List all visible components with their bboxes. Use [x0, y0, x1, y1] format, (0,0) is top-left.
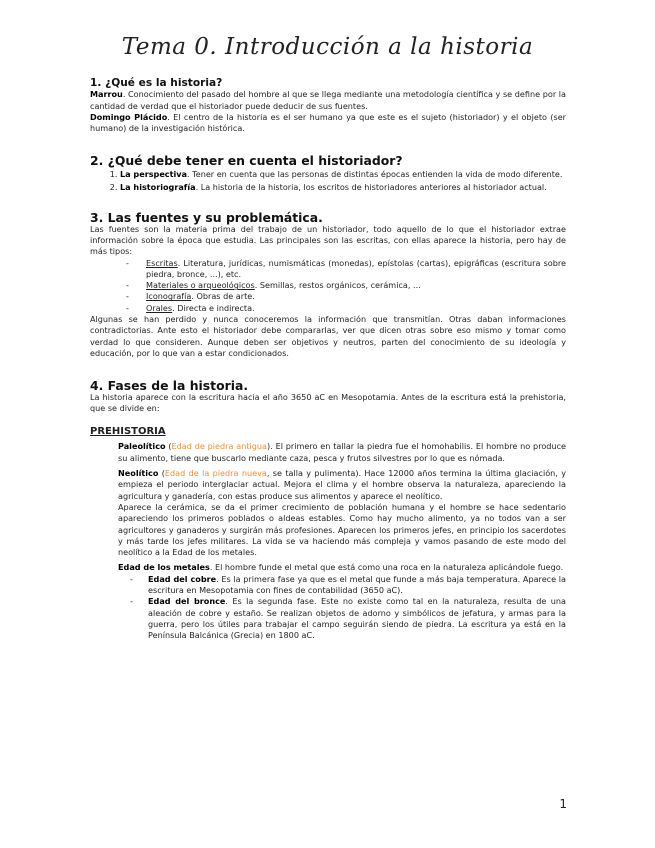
section-heading-3: 3. Las fuentes y su problemática.: [90, 210, 323, 226]
paleolitico-paragraph: Paleolítico (Edad de piedra antigua). El primero en tallar la piedra fue el homohabilis. El hombre no produce su alimento, tiene que buscarlo mediante caza, pesca y frutos silvestres por lo que es nómada.: [118, 441, 566, 463]
metales-text: . El hombre funde el metal que está como una roca en la naturaleza aplicándole fuego.: [209, 562, 564, 573]
neolitico-term: Neolítico: [118, 468, 159, 479]
definition-placido-text: . El centro de la historia es el ser humano ya que este es el sujeto (historiador) y el objeto (ser humano) de la investigación histórica.: [90, 111, 567, 134]
list-item: [120, 169, 566, 180]
paleolitico-paren: Edad de piedra antigua: [171, 441, 268, 452]
list-item-text: . La historia de la historia, los escritos de historiadores anteriores al historiador actual.: [195, 182, 547, 193]
section-fases: [90, 380, 566, 641]
list-item-text: . Obras de arte.: [191, 291, 255, 302]
list-item: [126, 280, 566, 291]
prehistoria-label: PREHISTORIA: [90, 426, 166, 438]
section-fuentes: [90, 212, 566, 359]
definition-placido: [90, 112, 566, 135]
list-item-term: La perspectiva: [120, 168, 187, 179]
page-number: 1: [559, 797, 567, 811]
list-item-term: Materiales o arqueológicos: [146, 280, 255, 291]
section-heading-1: 1. ¿Qué es la historia?: [90, 77, 223, 89]
metales-term: Edad de los metales: [118, 562, 210, 573]
author-placido: Domingo Plácido: [90, 111, 168, 122]
neolitico-paragraph: Neolítico (Edad de la piedra nueva, se talla y pulimenta). Hace 12000 años termina la última glaciación, y empieza el periodo interglaciar actual. Mejora el clima y el hombre observa la naturaleza, apareciendo la agricultura y ganadería, con estas produce sus alimentos y aparece el neolítico.: [118, 468, 567, 501]
paleolitico-term: Paleolítico: [118, 441, 166, 452]
list-item: [120, 182, 566, 193]
list-item-text: . Es la segunda fase. Este no existe como tal en la naturaleza, resulta de una aleación de cobre y estaño. Se realizan objetos de adorno y simbólicos de jefatura, y armas para la guerra, pero los útiles para trabajar el campo seguirán siendo de piedra. La escritura ya está en la Península Balcánica (Grecia) en 1800 aC.: [148, 596, 566, 641]
fuentes-intro: Las fuentes son la materia prima del trabajo de un historiador, todo aquello de lo que el historiador extrae información sobre la época que estudia. Las principales son las escritas, con ellas aparece la historia, pero hay de más tipos:: [90, 223, 566, 257]
list-item-term: La historiografía: [120, 182, 196, 193]
metales-list: [90, 574, 566, 642]
list-item-term: Edad del bronce: [148, 596, 226, 607]
list-item: [126, 291, 566, 302]
fuentes-list: [90, 258, 566, 314]
author-marrou: Marrou: [90, 89, 123, 100]
neolitico-text: , se talla y pulimenta). Hace 12000 años termina la última glaciación, y empieza el periodo interglaciar actual. Mejora el clima y el hombre observa la naturaleza, apareciendo la agricultura y ganadería, con estas produce sus alimentos y aparece el neolítico.: [118, 468, 567, 501]
metales-paragraph: [90, 562, 566, 573]
neolitico-paren: Edad de la piedra nueva: [164, 468, 267, 479]
section-heading-4: 4. Fases de la historia.: [90, 378, 249, 394]
list-item-term: Iconografía: [146, 291, 192, 302]
fases-intro: La historia aparece con la escritura hacia el año 3650 aC en Mesopotamia. Antes de la escritura está la prehistoria, que se divide en:: [90, 391, 566, 413]
definition-marrou: [90, 89, 566, 112]
list-item-text: . Semillas, restos orgánicos, cerámica, ...: [254, 280, 421, 291]
list-item-term: Orales: [146, 302, 173, 313]
list-item: [126, 303, 566, 314]
document-body: [90, 78, 566, 641]
page-title: Tema 0. Introducción a la historia: [121, 34, 534, 60]
list-item-text: . Directa e indirecta.: [172, 302, 255, 313]
list-item: [126, 258, 566, 281]
section-historiador: [90, 155, 566, 193]
list-item: [130, 596, 566, 641]
section-que-es-la-historia: [90, 78, 566, 134]
paleolitico-text: . El primero en tallar la piedra fue el homohabilis. El hombre no produce su alimento, tiene que buscarlo mediante caza, pesca y frutos silvestres por lo que es nómada.: [118, 441, 566, 463]
list-item: [130, 574, 566, 597]
fuentes-closing: Algunas se han perdido y nunca conoceremos la información que transmitían. Otras daban informaciones contradictorias. Ante esto el historiador debe compararlas, ver que dicen otras sobre eso mismo y tomar como verdad lo que consideren. Aunque deben ser objetivos y neutros, parten del conocimiento de su ideología y educación, por lo que van a estar condicionados.: [90, 314, 566, 358]
list-item-text: . Literatura, jurídicas, numismáticas (monedas), epístolas (cartas), epigráficas (escritura sobre piedra, bronce, ...), etc.: [146, 257, 566, 279]
list-item-term: Escritas: [146, 257, 178, 268]
definition-marrou-text: . Conocimiento del pasado del hombre al que se llega mediante una metodología científica y se define por la cantidad de verdad que el historiador puede deducir de sus fuentes.: [90, 89, 566, 111]
list-item-term: Edad del cobre: [148, 573, 217, 584]
section-heading-2: 2. ¿Qué debe tener en cuenta el historiador?: [90, 153, 403, 169]
list-item-text: . Tener en cuenta que las personas de distintas épocas entienden la vida de modo diferente.: [187, 168, 563, 179]
neolitico-paragraph-2: Aparece la cerámica, se da el primer crecimiento de población humana y el hombre se hace sedentario apareciendo los primeros poblados o aldeas estables. Como hay mucho alimento, ya no todos van a ser agricultores y ganaderos y surgirán más profesiones. Aparecen los primeros jefes, en principio los sacerdotes y más tarde los jefes militares. La vida se va haciendo más compleja y vamos pasando de este modo del neolítico a la Edad de los metales.: [118, 501, 566, 558]
list-item-text: . Es la primera fase ya que es el metal que funde a más baja temperatura. Aparece la escritura en Mesopotamia con fines de contabilidad (3650 aC).: [148, 573, 566, 595]
historiador-list: [90, 169, 566, 194]
